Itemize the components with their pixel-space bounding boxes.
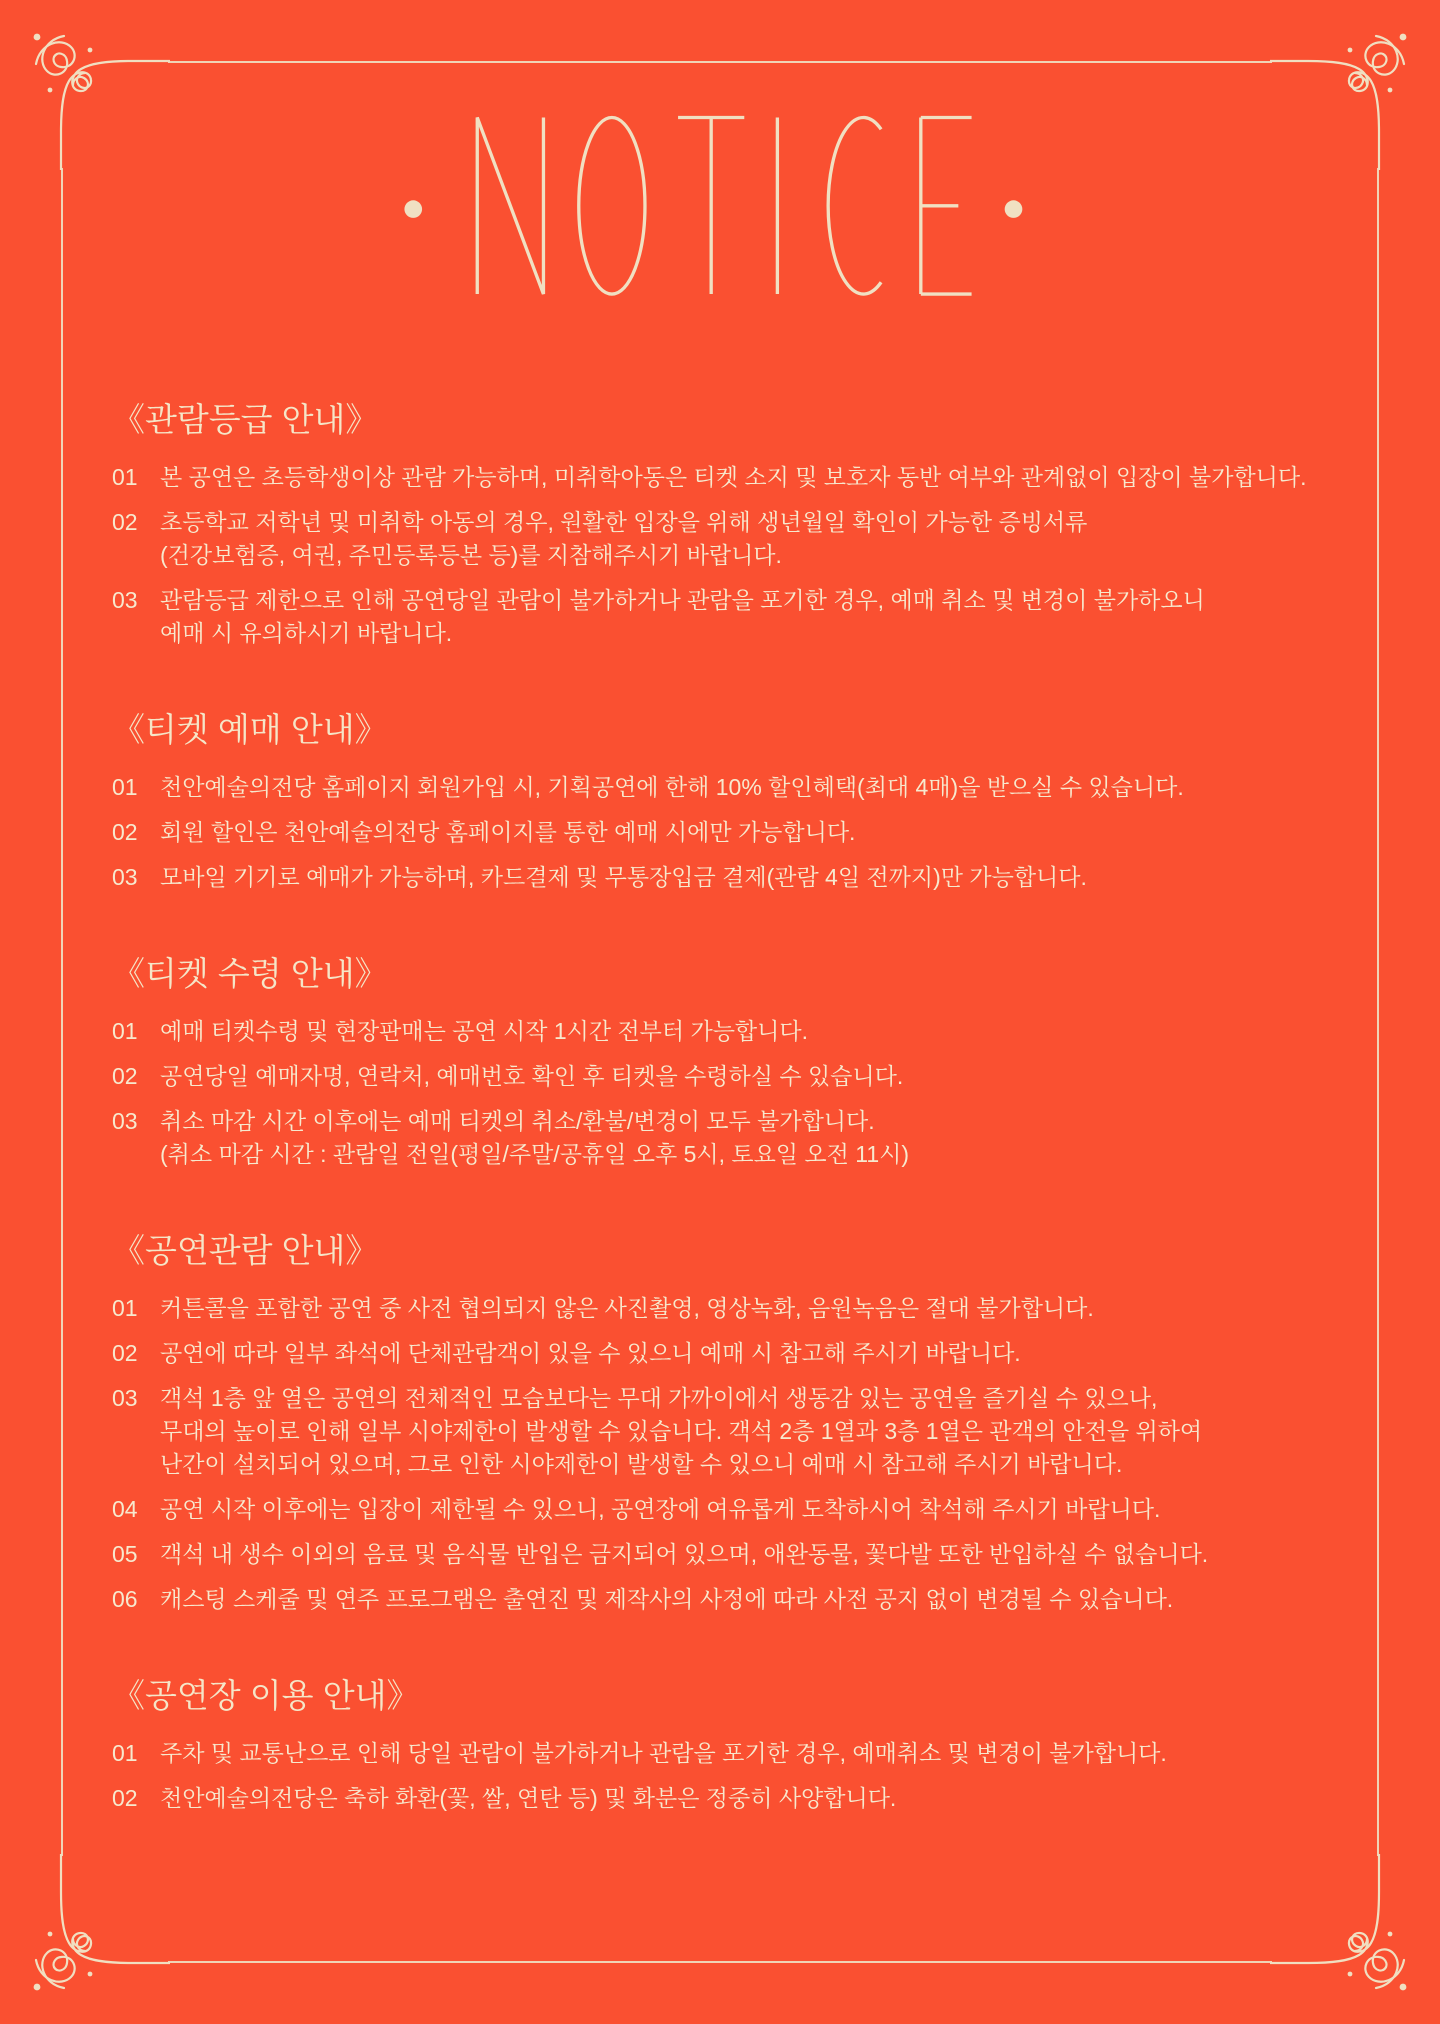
item-number: 05 [112, 1541, 138, 1567]
item-number: 01 [112, 1295, 138, 1321]
item-number: 01 [112, 464, 138, 490]
frame-border-bottom [168, 1961, 1272, 1963]
section-title: 《관람등급 안내》 [112, 401, 379, 438]
frame-border-top [168, 61, 1272, 63]
item-number: 01 [112, 1740, 138, 1766]
item-number: 03 [112, 1108, 138, 1134]
item-line: 취소 마감 시간 이후에는 예매 티켓의 취소/환불/변경이 모두 불가합니다. [160, 1108, 875, 1134]
item-line: 무대의 높이로 인해 일부 시야제한이 발생할 수 있습니다. 객석 2층 1열과 3층 1열은 관객의 안전을 위하여 [160, 1418, 1203, 1444]
item-line: 초등학교 저학년 및 미취학 아동의 경우, 원활한 입장을 위해 생년월일 확인이 가능한 증빙서류 [160, 509, 1088, 535]
notice-item [112, 584, 1352, 650]
item-line: 공연당일 예매자명, 연락처, 예매번호 확인 후 티켓을 수령하실 수 있습니다. [160, 1063, 904, 1089]
notice-item [112, 1015, 1352, 1048]
item-line: (건강보험증, 여권, 주민등록등본 등)를 지참해주시기 바랍니다. [160, 542, 782, 568]
section-title: 《공연관람 안내》 [112, 1232, 379, 1269]
item-number: 01 [112, 774, 138, 800]
page-header [0, 112, 1440, 300]
item-line: 회원 할인은 천안예술의전당 홈페이지를 통한 예매 시에만 가능합니다. [160, 819, 856, 845]
corner-flourish-icon [1270, 1854, 1410, 1994]
title-dot-left [404, 200, 422, 218]
item-number: 02 [112, 1785, 138, 1811]
section-performance-viewing [112, 1229, 1352, 1616]
notice-item [112, 1382, 1352, 1481]
section-ticket-booking [112, 708, 1352, 894]
notice-item [112, 1292, 1352, 1325]
notice-item [112, 1583, 1352, 1616]
notice-item [112, 861, 1352, 894]
notice-item [112, 1737, 1352, 1770]
item-number: 01 [112, 1018, 138, 1044]
section-title: 《티켓 예매 안내》 [112, 711, 388, 748]
item-line: 천안예술의전당은 축하 화환(꽃, 쌀, 연탄 등) 및 화분은 정중히 사양합니다. [160, 1785, 897, 1811]
corner-flourish-icon [30, 1854, 170, 1994]
notice-content [112, 398, 1352, 1873]
notice-item [112, 461, 1352, 494]
frame-border-left [61, 168, 63, 1856]
notice-item [112, 1337, 1352, 1370]
section-venue-use [112, 1674, 1352, 1815]
item-line: (취소 마감 시간 : 관람일 전일(평일/주말/공휴일 오후 5시, 토요일 오전 11시) [160, 1141, 909, 1167]
item-line: 공연에 따라 일부 좌석에 단체관람객이 있을 수 있으니 예매 시 참고해 주시기 바랍니다. [160, 1340, 1021, 1366]
notice-item [112, 816, 1352, 849]
item-line: 관람등급 제한으로 인해 공연당일 관람이 불가하거나 관람을 포기한 경우, 예매 취소 및 변경이 불가하오니 [160, 587, 1205, 613]
notice-item [112, 1538, 1352, 1571]
section-ticket-pickup [112, 952, 1352, 1171]
item-line: 공연 시작 이후에는 입장이 제한될 수 있으니, 공연장에 여유롭게 도착하시어 착석해 주시기 바랍니다. [160, 1496, 1161, 1522]
notice-item [112, 1105, 1352, 1171]
notice-item [112, 1060, 1352, 1093]
item-number: 02 [112, 509, 138, 535]
item-number: 06 [112, 1586, 138, 1612]
item-number: 02 [112, 819, 138, 845]
title-dot-right [1005, 200, 1023, 218]
item-number: 03 [112, 587, 138, 613]
item-line: 객석 1층 앞 열은 공연의 전체적인 모습보다는 무대 가까이에서 생동감 있는 공연을 즐기실 수 있으나, [160, 1385, 1158, 1411]
item-line: 본 공연은 초등학생이상 관람 가능하며, 미취학아동은 티켓 소지 및 보호자 동반 여부와 관계없이 입장이 불가합니다. [160, 464, 1307, 490]
item-number: 02 [112, 1063, 138, 1089]
item-line: 난간이 설치되어 있으며, 그로 인한 시야제한이 발생할 수 있으니 예매 시 참고해 주시기 바랍니다. [160, 1451, 1123, 1477]
item-line: 커튼콜을 포함한 공연 중 사전 협의되지 않은 사진촬영, 영상녹화, 음원녹음은 절대 불가합니다. [160, 1295, 1094, 1321]
item-number: 04 [112, 1496, 138, 1522]
item-line: 모바일 기기로 예매가 가능하며, 카드결제 및 무통장입금 결제(관람 4일 전까지)만 가능합니다. [160, 864, 1087, 890]
section-title: 《공연장 이용 안내》 [112, 1677, 420, 1714]
section-title: 《티켓 수령 안내》 [112, 955, 388, 992]
item-number: 03 [112, 864, 138, 890]
section-rating-guide [112, 398, 1352, 650]
item-line: 천안예술의전당 홈페이지 회원가입 시, 기획공연에 한해 10% 할인혜택(최대 4매)을 받으실 수 있습니다. [160, 774, 1184, 800]
notice-item [112, 1782, 1352, 1815]
notice-item [112, 771, 1352, 804]
frame-border-right [1377, 168, 1379, 1856]
item-number: 02 [112, 1340, 138, 1366]
notice-item [112, 1493, 1352, 1526]
item-line: 캐스팅 스케줄 및 연주 프로그램은 출연진 및 제작사의 사정에 따라 사전 공지 없이 변경될 수 있습니다. [160, 1586, 1174, 1612]
notice-letters [477, 118, 971, 295]
item-line: 예매 티켓수령 및 현장판매는 공연 시작 1시간 전부터 가능합니다. [160, 1018, 808, 1044]
item-line: 객석 내 생수 이외의 음료 및 음식물 반입은 금지되어 있으며, 애완동물, 꽃다발 또한 반입하실 수 없습니다. [160, 1541, 1209, 1567]
item-line: 예매 시 유의하시기 바랍니다. [160, 620, 453, 646]
item-line: 주차 및 교통난으로 인해 당일 관람이 불가하거나 관람을 포기한 경우, 예매취소 및 변경이 불가합니다. [160, 1740, 1167, 1766]
notice-item [112, 506, 1352, 572]
notice-title-lettering [400, 112, 1040, 300]
item-number: 03 [112, 1385, 138, 1411]
